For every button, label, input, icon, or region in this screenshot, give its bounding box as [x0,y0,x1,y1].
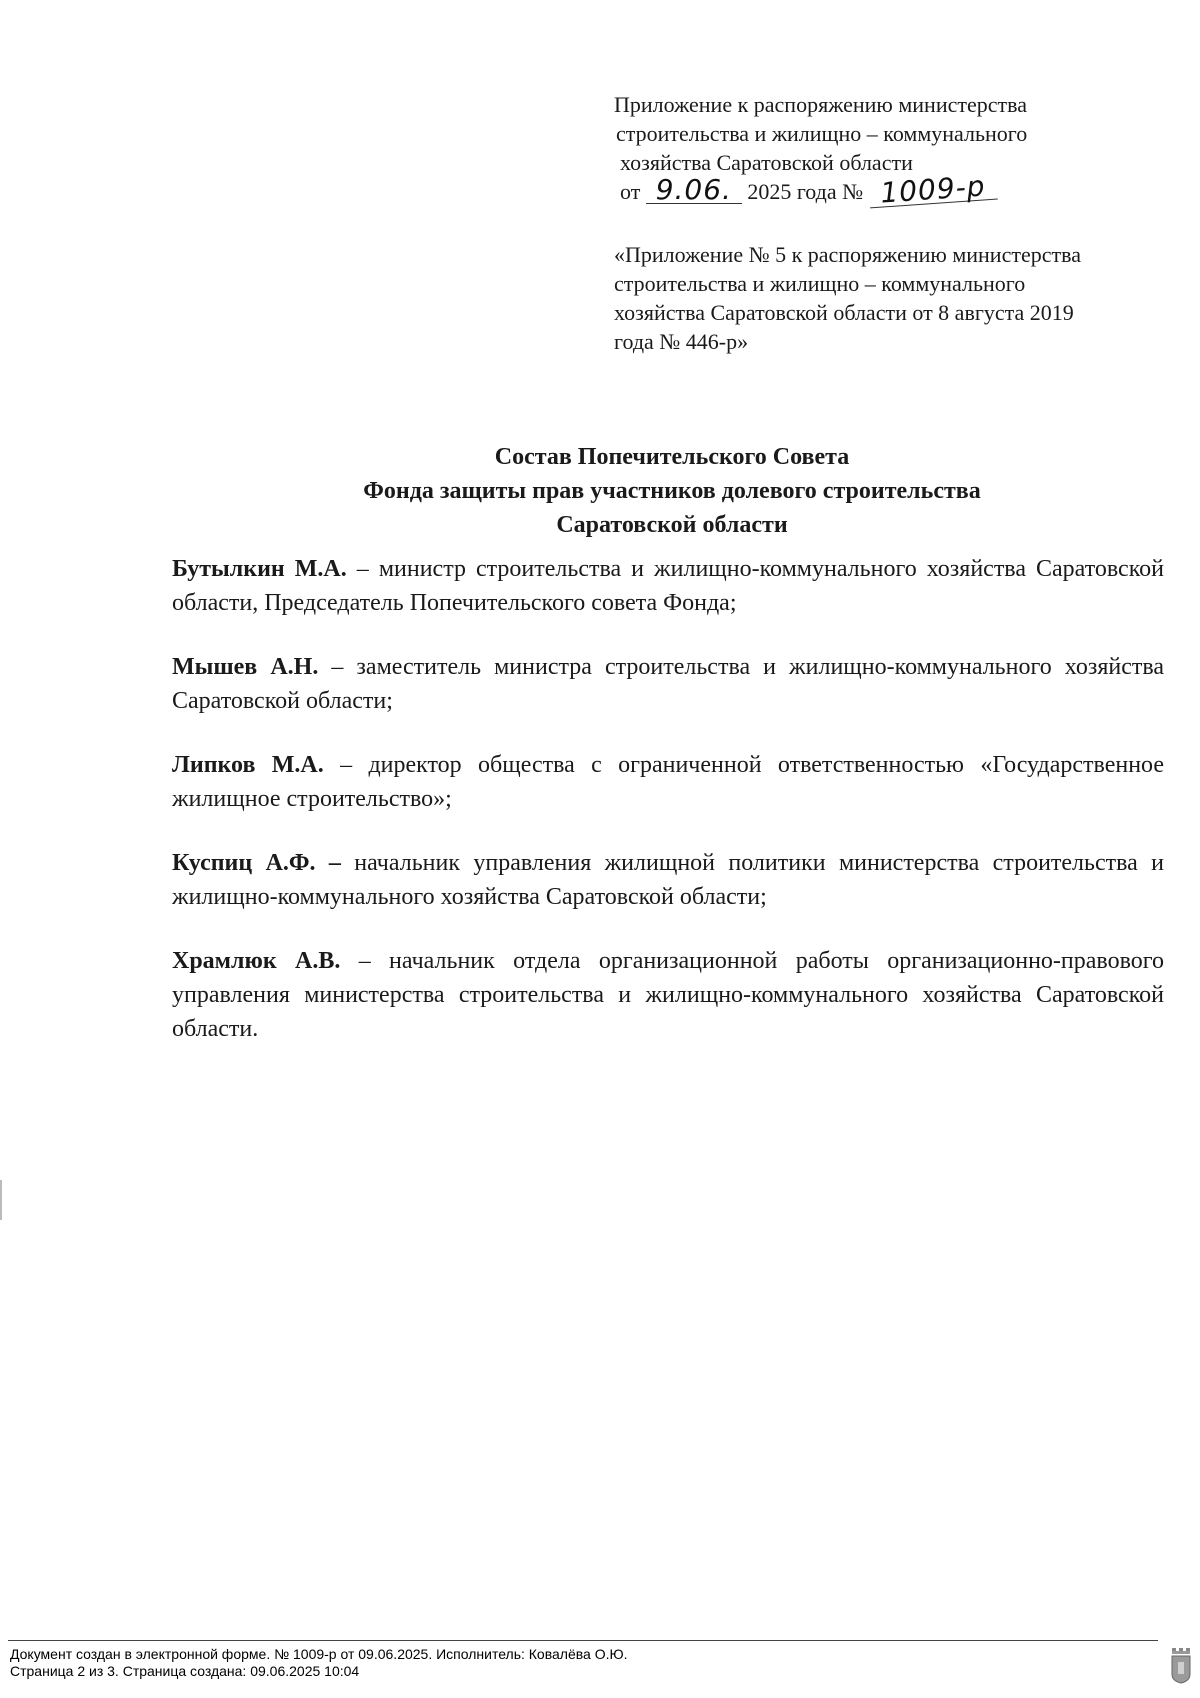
member-name: Мышев А.Н. [172,654,319,680]
footer-line-1: Документ создан в электронной форме. № 1009-р от 09.06.2025. Исполнитель: Ковалёва О.Ю. [10,1646,628,1662]
member-position: – министр строительства и жилищно-коммунального хозяйства Саратовской области, Председатель Попечительского совета Фонда; [172,556,1164,616]
footer-line-2: Страница 2 из 3. Страница создана: 09.06.2025 10:04 [10,1663,360,1679]
appendix-header-line-3: хозяйства Саратовской области [620,150,913,175]
handwritten-date: 9.06. [646,177,742,204]
member-position: – заместитель министра строительства и жилищно-коммунального хозяйства Саратовской области; [172,654,1165,714]
member-name: Куспиц А.Ф. – [172,850,341,876]
appendix-header [614,90,1154,210]
reference-line-1: «Приложение № 5 к распоряжению министерства [614,242,1081,267]
order-date-line [614,169,1154,210]
member-name: Храмлюк А.В. [172,948,341,974]
reference-line-2: строительства и жилищно – коммунального [614,271,1026,296]
member-name: Липков М.А. [172,752,324,778]
member-position: – директор общества с ограниченной ответственностью «Государственное жилищное строительство»; [172,752,1164,812]
reference-line-3: хозяйства Саратовской области от 8 августа 2019 [614,300,1074,325]
footer-divider [8,1640,1158,1641]
document-title [172,440,1172,542]
council-member [172,944,1164,1046]
council-member [172,846,1164,914]
title-line-3: Саратовской области [556,512,788,538]
title-line-1: Состав Попечительского Совета [494,444,850,470]
reference-line-4: года № 446-р» [614,329,749,354]
appendix-header-line-2: строительства и жилищно – коммунального [616,121,1028,146]
electronic-document-footer [10,1646,1140,1680]
member-position: – начальник отдела организационной работы организационно-правового управления министерства строительства и жилищно-коммунального хозяйства Саратовской области. [172,948,1165,1042]
coat-of-arms-icon [1170,1648,1192,1684]
date-suffix: 2025 года № [747,179,864,204]
title-line-2: Фонда защиты прав участников долевого строительства [363,478,981,504]
scan-artifact [0,1180,2,1220]
member-position: начальник управления жилищной политики министерства строительства и жилищно-коммунального хозяйства Саратовской области; [172,850,1164,910]
council-member [172,650,1164,718]
handwritten-order-number: 1009-р [868,173,998,209]
council-member-list [172,552,1164,1076]
council-member [172,552,1164,620]
date-prefix: от [620,179,641,204]
appendix-header-line-1: Приложение к распоряжению министерства [614,92,1027,117]
member-name: Бутылкин М.А. [172,556,347,582]
original-appendix-reference [614,240,1174,356]
council-member [172,748,1164,816]
